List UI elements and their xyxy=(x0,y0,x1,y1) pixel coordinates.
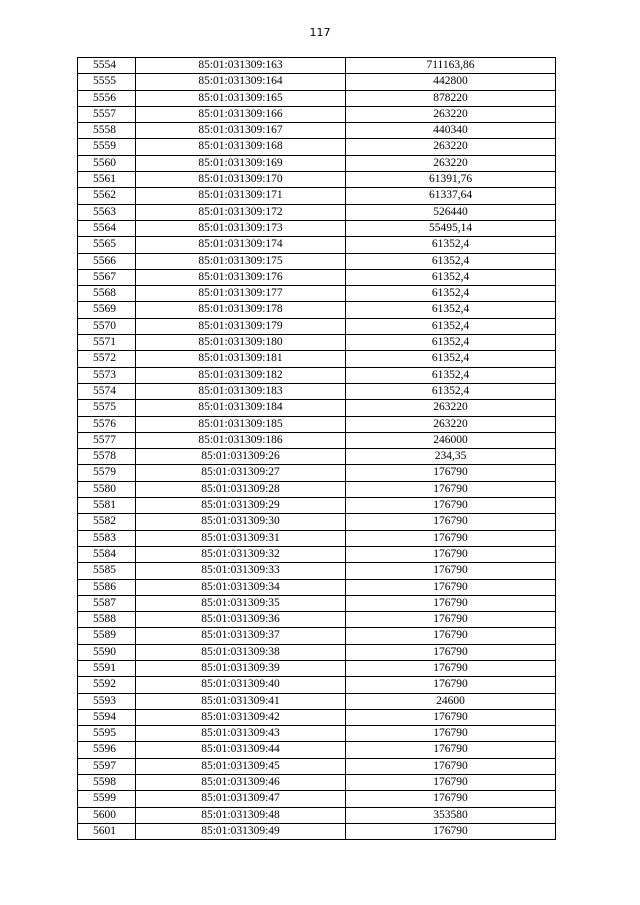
value-cell: 353580 xyxy=(346,807,556,823)
value-cell: 176790 xyxy=(346,775,556,791)
row-number-cell: 5576 xyxy=(78,416,136,432)
row-number-cell: 5578 xyxy=(78,449,136,465)
table-row xyxy=(78,335,556,351)
table-row xyxy=(78,465,556,481)
value-cell: 176790 xyxy=(346,758,556,774)
cadastral-number-cell: 85:01:031309:164 xyxy=(136,74,346,90)
table-row xyxy=(78,416,556,432)
value-cell: 711163,86 xyxy=(346,58,556,74)
table-row xyxy=(78,709,556,725)
value-cell: 61352,4 xyxy=(346,302,556,318)
row-number-cell: 5587 xyxy=(78,595,136,611)
cadastral-number-cell: 85:01:031309:169 xyxy=(136,155,346,171)
cadastral-number-cell: 85:01:031309:174 xyxy=(136,237,346,253)
row-number-cell: 5580 xyxy=(78,481,136,497)
row-number-cell: 5559 xyxy=(78,139,136,155)
table-row xyxy=(78,498,556,514)
value-cell: 176790 xyxy=(346,514,556,530)
value-cell: 24600 xyxy=(346,693,556,709)
value-cell: 61352,4 xyxy=(346,351,556,367)
table-row xyxy=(78,791,556,807)
row-number-cell: 5585 xyxy=(78,563,136,579)
row-number-cell: 5599 xyxy=(78,791,136,807)
table-body xyxy=(78,58,556,840)
cadastral-number-cell: 85:01:031309:34 xyxy=(136,579,346,595)
row-number-cell: 5563 xyxy=(78,204,136,220)
value-cell: 176790 xyxy=(346,579,556,595)
cadastral-number-cell: 85:01:031309:38 xyxy=(136,644,346,660)
row-number-cell: 5595 xyxy=(78,726,136,742)
table-row xyxy=(78,546,556,562)
value-cell: 526440 xyxy=(346,204,556,220)
cadastral-number-cell: 85:01:031309:44 xyxy=(136,742,346,758)
value-cell: 263220 xyxy=(346,155,556,171)
table-row xyxy=(78,823,556,839)
table-row xyxy=(78,595,556,611)
cadastral-number-cell: 85:01:031309:178 xyxy=(136,302,346,318)
value-cell: 61352,4 xyxy=(346,367,556,383)
row-number-cell: 5555 xyxy=(78,74,136,90)
cadastral-number-cell: 85:01:031309:170 xyxy=(136,172,346,188)
row-number-cell: 5600 xyxy=(78,807,136,823)
cadastral-number-cell: 85:01:031309:181 xyxy=(136,351,346,367)
cadastral-number-cell: 85:01:031309:35 xyxy=(136,595,346,611)
cadastral-number-cell: 85:01:031309:176 xyxy=(136,269,346,285)
table-row xyxy=(78,563,556,579)
table-row xyxy=(78,644,556,660)
page-number: 117 xyxy=(309,26,331,39)
cadastral-number-cell: 85:01:031309:45 xyxy=(136,758,346,774)
value-cell: 55495,14 xyxy=(346,220,556,236)
cadastral-number-cell: 85:01:031309:186 xyxy=(136,432,346,448)
row-number-cell: 5590 xyxy=(78,644,136,660)
value-cell: 176790 xyxy=(346,791,556,807)
table-row xyxy=(78,123,556,139)
cadastral-number-cell: 85:01:031309:177 xyxy=(136,286,346,302)
table-row xyxy=(78,400,556,416)
table-row xyxy=(78,139,556,155)
row-number-cell: 5565 xyxy=(78,237,136,253)
cadastral-number-cell: 85:01:031309:40 xyxy=(136,677,346,693)
table-row xyxy=(78,204,556,220)
row-number-cell: 5573 xyxy=(78,367,136,383)
value-cell: 176790 xyxy=(346,628,556,644)
cadastral-number-cell: 85:01:031309:48 xyxy=(136,807,346,823)
value-cell: 176790 xyxy=(346,481,556,497)
table-row xyxy=(78,481,556,497)
value-cell: 176790 xyxy=(346,465,556,481)
cadastral-number-cell: 85:01:031309:33 xyxy=(136,563,346,579)
cadastral-number-cell: 85:01:031309:184 xyxy=(136,400,346,416)
value-cell: 440340 xyxy=(346,123,556,139)
value-cell: 234,35 xyxy=(346,449,556,465)
table-row xyxy=(78,628,556,644)
table-row xyxy=(78,449,556,465)
row-number-cell: 5567 xyxy=(78,269,136,285)
value-cell: 176790 xyxy=(346,612,556,628)
value-cell: 176790 xyxy=(346,677,556,693)
cadastral-number-cell: 85:01:031309:37 xyxy=(136,628,346,644)
table-row xyxy=(78,90,556,106)
value-cell: 176790 xyxy=(346,709,556,725)
value-cell: 263220 xyxy=(346,106,556,122)
row-number-cell: 5575 xyxy=(78,400,136,416)
value-cell: 61352,4 xyxy=(346,237,556,253)
value-cell: 61352,4 xyxy=(346,286,556,302)
table-row xyxy=(78,155,556,171)
cadastral-number-cell: 85:01:031309:49 xyxy=(136,823,346,839)
cadastral-number-cell: 85:01:031309:30 xyxy=(136,514,346,530)
value-cell: 176790 xyxy=(346,644,556,660)
table-row xyxy=(78,237,556,253)
cadastral-number-cell: 85:01:031309:182 xyxy=(136,367,346,383)
row-number-cell: 5566 xyxy=(78,253,136,269)
cadastral-number-cell: 85:01:031309:180 xyxy=(136,335,346,351)
row-number-cell: 5586 xyxy=(78,579,136,595)
row-number-cell: 5569 xyxy=(78,302,136,318)
row-number-cell: 5562 xyxy=(78,188,136,204)
cadastral-number-cell: 85:01:031309:41 xyxy=(136,693,346,709)
table-row xyxy=(78,172,556,188)
table-row xyxy=(78,514,556,530)
table-row xyxy=(78,612,556,628)
row-number-cell: 5588 xyxy=(78,612,136,628)
row-number-cell: 5597 xyxy=(78,758,136,774)
row-number-cell: 5574 xyxy=(78,383,136,399)
cadastral-number-cell: 85:01:031309:29 xyxy=(136,498,346,514)
value-cell: 61352,4 xyxy=(346,318,556,334)
cadastral-number-cell: 85:01:031309:39 xyxy=(136,660,346,676)
cadastral-number-cell: 85:01:031309:165 xyxy=(136,90,346,106)
row-number-cell: 5577 xyxy=(78,432,136,448)
cadastral-number-cell: 85:01:031309:26 xyxy=(136,449,346,465)
cadastral-number-cell: 85:01:031309:47 xyxy=(136,791,346,807)
value-cell: 176790 xyxy=(346,546,556,562)
table-row xyxy=(78,432,556,448)
value-cell: 878220 xyxy=(346,90,556,106)
value-cell: 176790 xyxy=(346,726,556,742)
data-table xyxy=(77,57,556,840)
cadastral-number-cell: 85:01:031309:166 xyxy=(136,106,346,122)
cadastral-number-cell: 85:01:031309:173 xyxy=(136,220,346,236)
table-row xyxy=(78,726,556,742)
row-number-cell: 5564 xyxy=(78,220,136,236)
table-row xyxy=(78,660,556,676)
value-cell: 61337,64 xyxy=(346,188,556,204)
value-cell: 246000 xyxy=(346,432,556,448)
row-number-cell: 5571 xyxy=(78,335,136,351)
value-cell: 263220 xyxy=(346,416,556,432)
table-row xyxy=(78,188,556,204)
cadastral-number-cell: 85:01:031309:36 xyxy=(136,612,346,628)
cadastral-number-cell: 85:01:031309:179 xyxy=(136,318,346,334)
row-number-cell: 5554 xyxy=(78,58,136,74)
value-cell: 61391,76 xyxy=(346,172,556,188)
cadastral-number-cell: 85:01:031309:27 xyxy=(136,465,346,481)
row-number-cell: 5584 xyxy=(78,546,136,562)
cadastral-number-cell: 85:01:031309:167 xyxy=(136,123,346,139)
table-row xyxy=(78,807,556,823)
row-number-cell: 5594 xyxy=(78,709,136,725)
value-cell: 263220 xyxy=(346,139,556,155)
row-number-cell: 5581 xyxy=(78,498,136,514)
table-row xyxy=(78,318,556,334)
cadastral-number-cell: 85:01:031309:163 xyxy=(136,58,346,74)
table-row xyxy=(78,302,556,318)
row-number-cell: 5589 xyxy=(78,628,136,644)
cadastral-number-cell: 85:01:031309:185 xyxy=(136,416,346,432)
table-row xyxy=(78,106,556,122)
table-row xyxy=(78,286,556,302)
row-number-cell: 5598 xyxy=(78,775,136,791)
value-cell: 442800 xyxy=(346,74,556,90)
value-cell: 176790 xyxy=(346,595,556,611)
cadastral-number-cell: 85:01:031309:32 xyxy=(136,546,346,562)
cadastral-number-cell: 85:01:031309:42 xyxy=(136,709,346,725)
row-number-cell: 5593 xyxy=(78,693,136,709)
value-cell: 61352,4 xyxy=(346,335,556,351)
value-cell: 176790 xyxy=(346,530,556,546)
table-row xyxy=(78,383,556,399)
row-number-cell: 5558 xyxy=(78,123,136,139)
row-number-cell: 5572 xyxy=(78,351,136,367)
row-number-cell: 5592 xyxy=(78,677,136,693)
table-row xyxy=(78,758,556,774)
row-number-cell: 5582 xyxy=(78,514,136,530)
row-number-cell: 5561 xyxy=(78,172,136,188)
table-row xyxy=(78,269,556,285)
table-row xyxy=(78,351,556,367)
row-number-cell: 5583 xyxy=(78,530,136,546)
value-cell: 176790 xyxy=(346,742,556,758)
table-row xyxy=(78,693,556,709)
cadastral-number-cell: 85:01:031309:168 xyxy=(136,139,346,155)
table-row xyxy=(78,775,556,791)
cadastral-number-cell: 85:01:031309:171 xyxy=(136,188,346,204)
cadastral-number-cell: 85:01:031309:28 xyxy=(136,481,346,497)
table-row xyxy=(78,367,556,383)
row-number-cell: 5591 xyxy=(78,660,136,676)
row-number-cell: 5556 xyxy=(78,90,136,106)
cadastral-number-cell: 85:01:031309:31 xyxy=(136,530,346,546)
cadastral-number-cell: 85:01:031309:46 xyxy=(136,775,346,791)
cadastral-number-cell: 85:01:031309:172 xyxy=(136,204,346,220)
row-number-cell: 5560 xyxy=(78,155,136,171)
value-cell: 61352,4 xyxy=(346,253,556,269)
table-row xyxy=(78,58,556,74)
table-row xyxy=(78,677,556,693)
row-number-cell: 5601 xyxy=(78,823,136,839)
table-row xyxy=(78,253,556,269)
table-row xyxy=(78,74,556,90)
value-cell: 263220 xyxy=(346,400,556,416)
row-number-cell: 5570 xyxy=(78,318,136,334)
table-row xyxy=(78,220,556,236)
value-cell: 176790 xyxy=(346,823,556,839)
cadastral-number-cell: 85:01:031309:43 xyxy=(136,726,346,742)
row-number-cell: 5596 xyxy=(78,742,136,758)
table-row xyxy=(78,742,556,758)
row-number-cell: 5568 xyxy=(78,286,136,302)
value-cell: 176790 xyxy=(346,563,556,579)
value-cell: 61352,4 xyxy=(346,383,556,399)
value-cell: 61352,4 xyxy=(346,269,556,285)
table-row xyxy=(78,579,556,595)
row-number-cell: 5557 xyxy=(78,106,136,122)
cadastral-number-cell: 85:01:031309:175 xyxy=(136,253,346,269)
cadastral-number-cell: 85:01:031309:183 xyxy=(136,383,346,399)
value-cell: 176790 xyxy=(346,498,556,514)
value-cell: 176790 xyxy=(346,660,556,676)
table-row xyxy=(78,530,556,546)
row-number-cell: 5579 xyxy=(78,465,136,481)
